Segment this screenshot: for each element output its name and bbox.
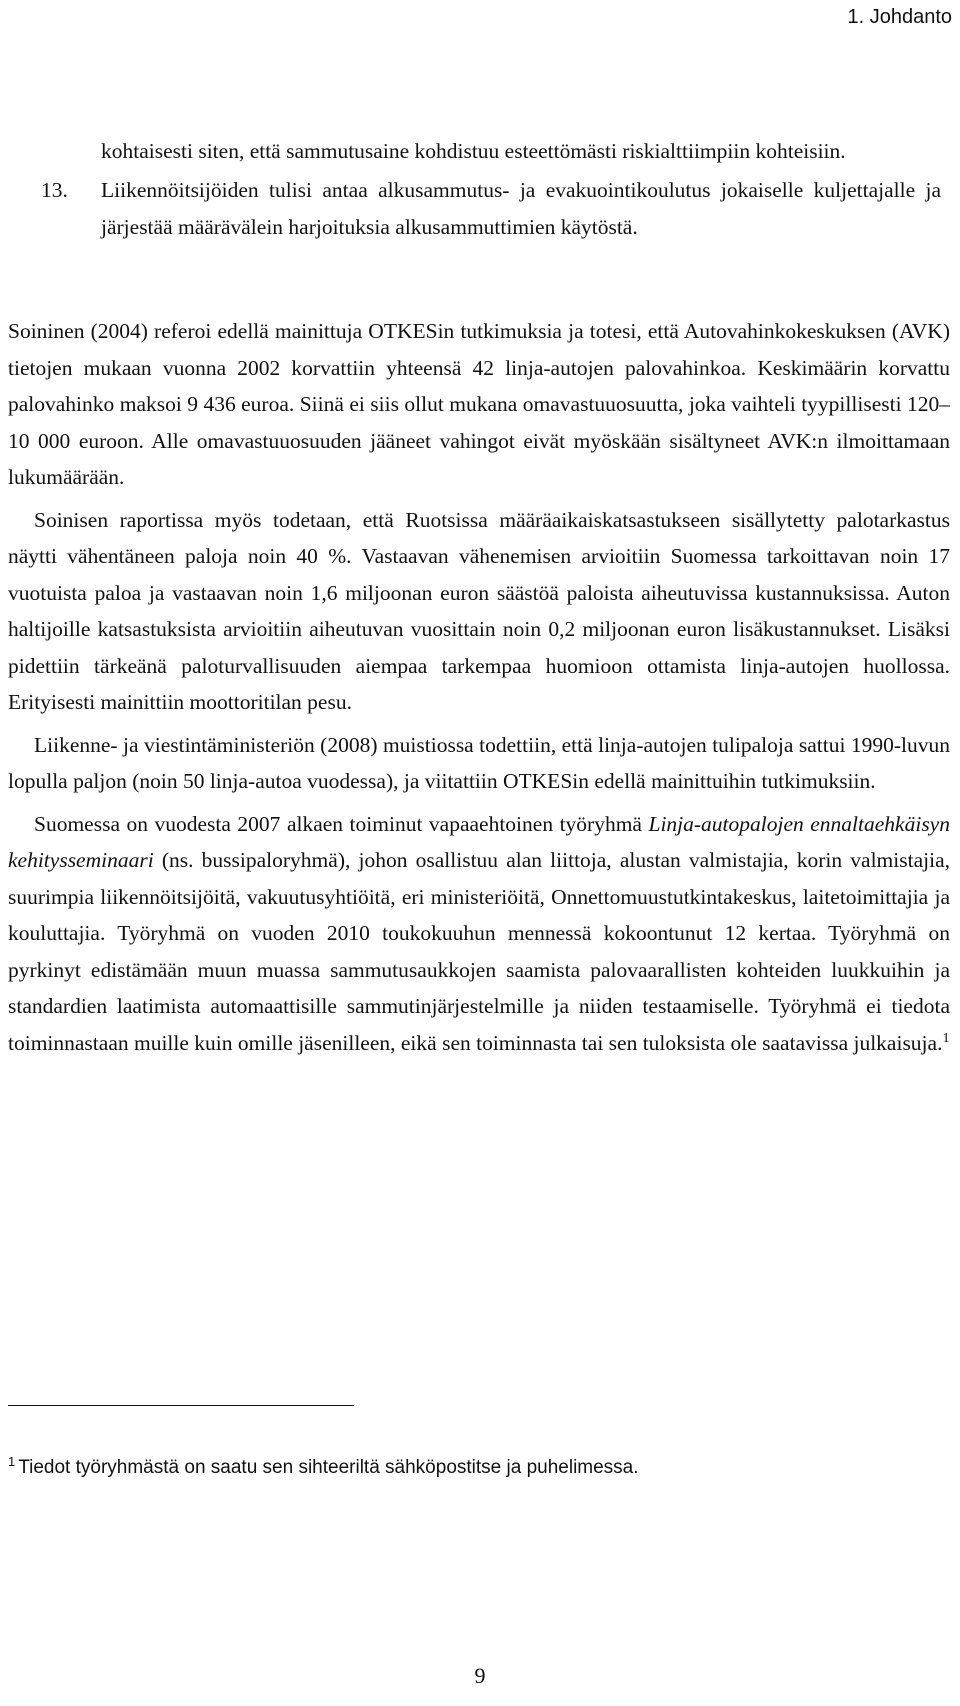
page-number: 9 bbox=[474, 1663, 486, 1688]
seminar-name-italic: Linja-autopalojen ennaltaehkäisyn kehitysseminaari bbox=[8, 811, 950, 872]
footnote-mark: 1 bbox=[8, 1453, 16, 1469]
list-item-13 bbox=[0, 172, 941, 246]
paragraph-tyoryhma bbox=[8, 806, 950, 1062]
list-continuation-text: kohtaisesti siten, että sammutusaine kohdistuu esteettömästi riskialttiimpiin kohteisiin. bbox=[101, 139, 846, 163]
footnote-text: Tiedot työryhmästä on saatu sen sihteeriltä sähköpostitse ja puhelimessa. bbox=[18, 1457, 639, 1478]
body-text bbox=[8, 313, 950, 1067]
list-item-text: Liikennöitsijöiden tulisi antaa alkusammutus- ja evakuointikoulutus jokaiselle kuljettajalle ja järjestää määrävälein harjoituksia alkusammuttimien käytöstä. bbox=[101, 178, 941, 239]
paragraph-tyoryhma-end: (ns. bussipaloryhmä), johon osallistuu alan liittoja, alustan valmistajia, korin valmistajia, suurimpia liikennöitsijöitä, vakuutusyhtiöitä, eri ministeriöitä, Onnettomuustutkintakeskus, laitetoimittajia ja kouluttajia. Työryhmä on vuoden 2010 toukokuuhun mennessä kokoontunut 12 kertaa. Työryhmä on pyrkinyt edistämään muun muassa sammutusaukkojen saamista palovaarallisten kohteiden luukkuihin ja standardien laatimista automaattisille sammutinjärjestelmille ja niiden testaamiselle. Työryhmä ei tiedota toiminnastaan muille kuin omille jäsenilleen, eikä sen toiminnasta tai sen tuloksista ole saatavissa julkaisuja. bbox=[8, 848, 950, 1055]
paragraph-soininen: Soininen (2004) referoi edellä mainittuja OTKESin tutkimuksia ja totesi, että Autovahinkokeskuksen (AVK) tietojen mukaan vuonna 2002 korvattiin yhteensä 42 linja-autojen palovahinkoa. Keskimäärin korvattu palovahinko maksoi 9 436 euroa. Siinä ei siis ollut mukana omavastuuosuutta, joka vaihteli tyypillisesti 120–10 000 euroon. Alle omavastuuosuuden jääneet vahingot eivät myöskään sisältyneet AVK:n ilmoittamaan lukumäärään. bbox=[8, 319, 950, 489]
list-item-continuation bbox=[0, 133, 941, 170]
paragraph-soinisen-raportti: Soinisen raportissa myös todetaan, että Ruotsissa määräaikaiskatsastukseen sisällytetty palotarkastus näytti vähentäneen paloja noin 40 %. Vastaavan vähenemisen arvioitiin Suomessa tarkoittavan noin 17 vuotuista paloa ja vastaavan noin 1,6 miljoonan euron säästöä paloista aiheutuvissa kustannuksissa. Auton haltijoille katsastuksista arvioitiin aiheutuvan vuosittain noin 0,2 miljoonan euron lisäkustannukset. Lisäksi pidettiin tärkeänä paloturvallisuuden aiempaa tarkempaa huomioon ottamista linja-autojen huollossa. Erityisesti mainittiin moottoritilan pesu. bbox=[8, 507, 950, 714]
recommendation-list bbox=[0, 133, 960, 246]
footnote-reference[interactable]: 1 bbox=[942, 1030, 950, 1046]
paragraph-tyoryhma-start: Suomessa on vuodesta 2007 alkaen toiminut vapaaehtoinen työryhmä bbox=[34, 811, 649, 836]
footnote bbox=[8, 1453, 948, 1480]
running-header: 1. Johdanto bbox=[847, 6, 952, 28]
list-item-number: 13. bbox=[41, 178, 68, 202]
paragraph-ministerio: Liikenne- ja viestintäministeriön (2008) muistiossa todettiin, että linja-autojen tulipaloja sattui 1990-luvun lopulla paljon (noin 50 linja-autoa vuodessa), ja viitattiin OTKESin edellä mainittuihin tutkimuksiin. bbox=[8, 732, 950, 793]
footnote-divider bbox=[8, 1405, 354, 1406]
